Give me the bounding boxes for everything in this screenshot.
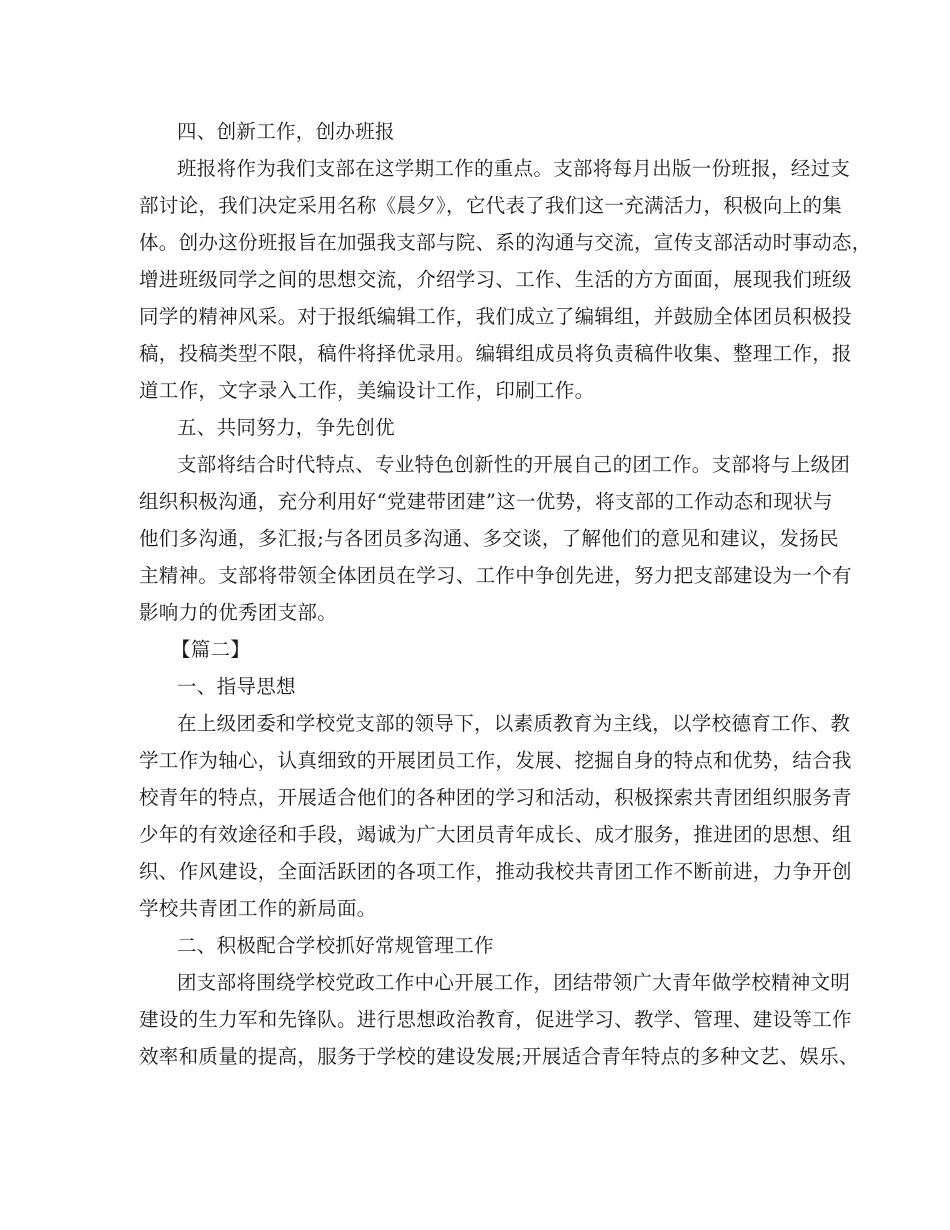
heading-section-5: 五、共同努力，争先创优 [177,416,395,439]
paragraph-line: 学校共青团工作的新局面。 [139,897,377,920]
heading-section-2: 二、积极配合学校抓好常规管理工作 [177,934,494,957]
paragraph-line: 主精神。支部将带领全体团员在学习、工作中争创先进，努力把支部建设为一个有 [139,564,852,587]
paragraph-line: 支部将结合时代特点、专业特色创新性的开展自己的团工作。支部将与上级团 [177,453,851,476]
paragraph-line: 稿，投稿类型不限，稿件将择优录用。编辑组成员将负责稿件收集、整理工作，报 [139,342,852,365]
paragraph-line: 学工作为轴心，认真细致的开展团员工作，发展、挖掘自身的特点和优势，结合我 [139,749,852,772]
paragraph-line: 他们多沟通，多汇报;与各团员多沟通、多交谈，了解他们的意见和建议，发扬民 [139,527,839,550]
paragraph-line: 校青年的特点，开展适合他们的各种团的学习和活动，积极探索共青团组织服务青 [139,786,852,809]
paragraph-line: 影响力的优秀团支部。 [139,601,338,624]
paragraph-line: 部讨论，我们决定采用名称《晨夕》，它代表了我们这一充满活力，积极向上的集 [139,194,843,217]
paragraph-line: 建设的生力军和先锋队。进行思想政治教育，促进学习、教学、管理、建设等工作 [139,1008,852,1031]
paragraph-line: 在上级团委和学校党支部的领导下，以素质教育为主线，以学校德育工作、教 [177,712,851,735]
paragraph-line: 织、作风建设，全面活跃团的各项工作，推动我校共青团工作不断前进，力争开创 [139,860,852,883]
paragraph-line: 体。创办这份班报旨在加强我支部与院、系的沟通与交流，宣传支部活动时事动态， [139,231,872,254]
paragraph-line: 组织积极沟通，充分利用好“党建带团建”这一优势，将支部的工作动态和现状与 [139,490,833,513]
paragraph-line: 增进班级同学之间的思想交流，介绍学习、工作、生活的方方面面，展现我们班级 [139,268,852,291]
heading-section-1: 一、指导思想 [177,675,296,698]
paragraph-line: 同学的精神风采。对于报纸编辑工作，我们成立了编辑组，并鼓励全体团员积极投 [139,305,852,328]
paragraph-line: 团支部将围绕学校党政工作中心开展工作，团结带领广大青年做学校精神文明 [177,971,851,994]
heading-section-4: 四、创新工作，创办班报 [177,120,395,143]
paragraph-line: 效率和质量的提高，服务于学校的建设发展;开展适合青年特点的多种文艺、娱乐、 [139,1045,859,1068]
paragraph-line: 班报将作为我们支部在这学期工作的重点。支部将每月出版一份班报，经过支 [177,157,851,180]
paragraph-line: 道工作，文字录入工作，美编设计工作，印刷工作。 [139,379,595,402]
part-heading: 【篇二】 [171,638,251,661]
paragraph-line: 少年的有效途径和手段，竭诚为广大团员青年成长、成才服务，推进团的思想、组 [139,823,852,846]
